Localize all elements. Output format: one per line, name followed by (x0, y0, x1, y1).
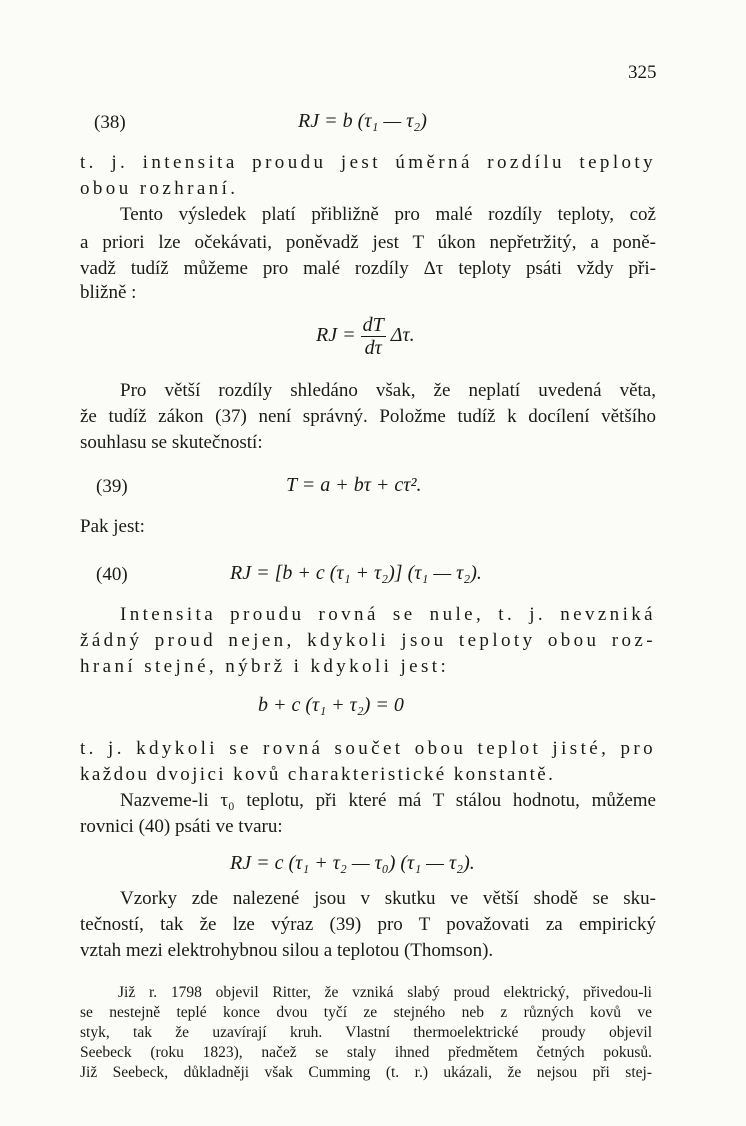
footnote-line-1: Již r. 1798 objevil Ritter, že vzniká slabý proud elektrický, přivedou-li (118, 984, 652, 1001)
para6-line-1: Vzorky zde nalezené jsou v skutku ve větší shodě se sku- (120, 888, 656, 909)
footnote-line-2: se nestejně teplé konce dvou tyčí ze stejného neb z různých kovů ve (80, 1004, 652, 1021)
para6-line-2: tečností, tak že lze výraz (39) pro T považovati za empirický (80, 914, 656, 935)
fraction-numerator: dT (362, 314, 384, 336)
para4-line-1: t. j. kdykoli se rovná součet obou teplot jisté, pro (80, 738, 656, 759)
para6-line-3: vztah mezi elektrohybnou silou a teplotou (Thomson). (80, 940, 494, 961)
para1-line-3: vadž tudíž můžeme pro malé rozdíly Δτ teploty psáti vždy při- (80, 258, 656, 279)
equation-38: RJ = b (τ₁ — τ₂) (298, 110, 427, 132)
fraction-denominator: dτ (364, 337, 382, 359)
footnote-line-4: Seebeck (roku 1823), načež se staly ihned předmětem četných pokusů. (80, 1044, 652, 1061)
intro-line-2: obou rozhraní. (80, 178, 239, 199)
para1-line-4: bližně : (80, 282, 137, 303)
equation-38-number: (38) (94, 112, 126, 133)
para4-line-2: každou dvojici kovů charakteristické konstantě. (80, 764, 556, 785)
para5-line-1: Nazveme-li τ₀ teplotu, při které má T stálou hodnotu, můžeme (120, 790, 656, 811)
page-number: 325 (628, 62, 657, 83)
para3-line-1: Intensita proudu rovná se nule, t. j. nevzniká (120, 604, 656, 625)
equation-derivative-left: RJ = (316, 324, 356, 347)
para5-line-2: rovnici (40) psáti ve tvaru: (80, 816, 283, 837)
equation-40-number: (40) (96, 564, 128, 585)
para2-line-3: souhlasu se skutečností: (80, 432, 263, 453)
equation-39-number: (39) (96, 476, 128, 497)
para1-line-1: Tento výsledek platí přibližně pro malé rozdíly teploty, což (120, 204, 656, 225)
equation-39: T = a + bτ + cτ². (286, 474, 422, 496)
equation-40: RJ = [b + c (τ₁ + τ₂)] (τ₁ — τ₂). (230, 562, 482, 584)
equation-derivative-right: Δτ. (390, 324, 415, 347)
pak-jest-text: Pak jest: (80, 516, 145, 537)
intro-line-1: t. j. intensita proudu jest úměrná rozdílu teploty (80, 152, 656, 173)
para3-line-3: hraní stejné, nýbrž i kdykoli jest: (80, 656, 450, 677)
equation-zero: b + c (τ₁ + τ₂) = 0 (258, 694, 404, 716)
derivative-fraction (361, 314, 386, 359)
footnote-line-5: Již Seebeck, důkladněji však Cumming (t. r.) ukázali, že nejsou při stej- (80, 1064, 652, 1081)
footnote-line-3: styk, tak že uzavírají kruh. Vlastní thermoelektrické proudy objevil (80, 1024, 652, 1041)
equation-final: RJ = c (τ₁ + τ₂ — τ₀) (τ₁ — τ₂). (230, 852, 475, 874)
para3-line-2: žádný proud nejen, kdykoli jsou teploty obou roz- (80, 630, 656, 651)
para2-line-2: že tudíž zákon (37) není správný. Položme tudíž k docílení většího (80, 406, 656, 427)
equation-derivative (316, 314, 415, 359)
para1-line-2: a priori lze očekávati, poněvadž jest T úkon nepřetržitý, a poně- (80, 232, 656, 253)
para2-line-1: Pro větší rozdíly shledáno však, že neplatí uvedená věta, (120, 380, 656, 401)
